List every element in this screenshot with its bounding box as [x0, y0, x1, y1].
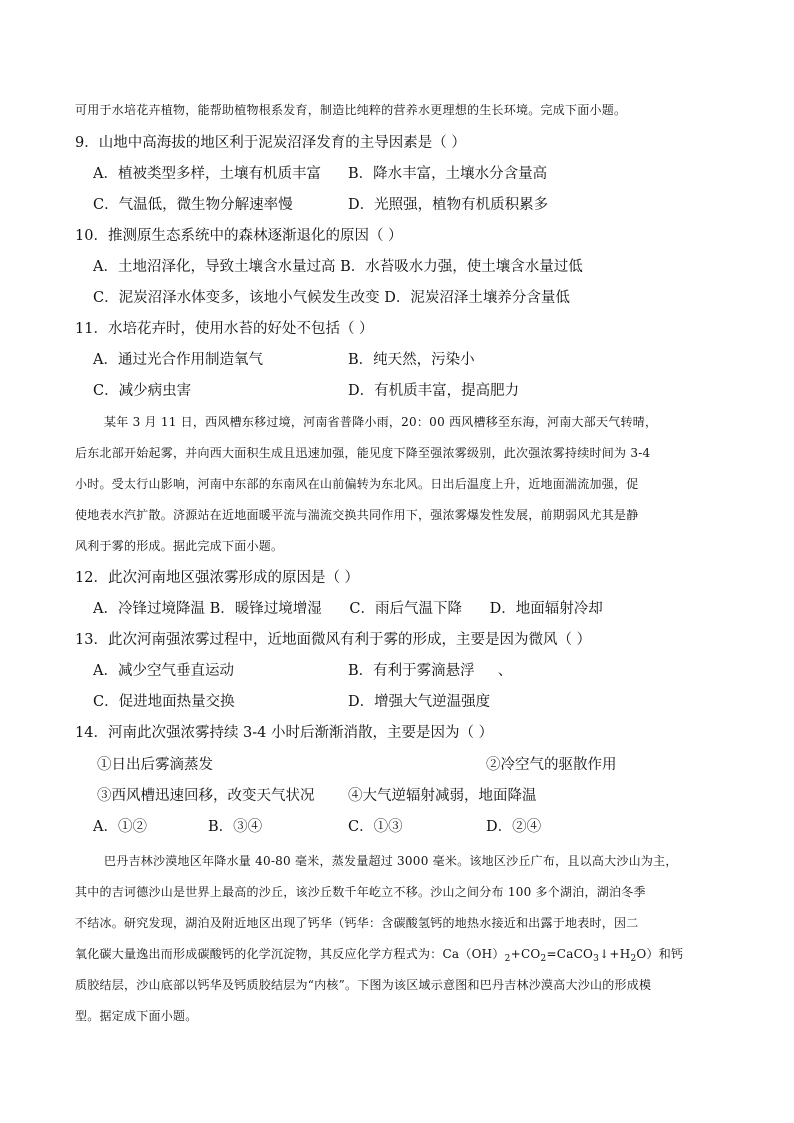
passage-2-line-5: 风利于雾的形成。据此完成下面小题。 — [75, 539, 284, 553]
question-13-option-b: B．有利于雾滴悬浮 、 — [348, 663, 513, 679]
question-14-option-c: C．①③ — [348, 819, 403, 835]
question-14-statement-1: ①日出后雾滴蒸发 — [97, 757, 213, 773]
formula-text-1: 氧化碳大量逸出而形成碳酸钙的化学沉淀物，其反应化学方程式为：Ca（OH） — [75, 947, 505, 961]
question-9-option-a: A．植被类型多样，土壤有机质丰富 — [93, 166, 321, 182]
question-14-stem: 14．河南此次强浓雾持续 3-4 小时后渐渐消散，主要是因为（ ） — [75, 725, 494, 741]
question-14-option-d: D．②④ — [486, 819, 542, 835]
passage-3-line-2: 其中的吉诃德沙山是世界上最高的沙丘，该沙丘数千年屹立不移。沙山之间分布 100 多个湖泊，湖泊冬季 — [75, 885, 646, 899]
question-11-option-c: C．减少病虫害 — [93, 383, 192, 399]
question-14-statement-3: ③西风槽迅速回移，改变天气状况 — [97, 788, 315, 804]
passage-1-tail: 可用于水培花卉植物，能帮助植物根系发育，制造比纯粹的营养水更理想的生长环境。完成下面小题。 — [75, 103, 627, 117]
question-12-stem: 12．此次河南地区强浓雾形成的原因是（ ） — [75, 570, 360, 586]
question-14-statement-2: ②冷空气的驱散作用 — [486, 757, 617, 773]
passage-3-line-6: 型。据定成下面小题。 — [75, 1009, 198, 1023]
question-11-option-b: B．纯天然，污染小 — [348, 352, 475, 368]
formula-sub-4: 2 — [630, 954, 637, 964]
formula-sub-3: 3 — [593, 954, 600, 964]
formula-sub-1: 2 — [504, 954, 511, 964]
question-13-option-d: D．增强大气逆温强度 — [348, 694, 491, 710]
question-9-option-b: B．降水丰富，土壤水分含量高 — [348, 166, 548, 182]
question-14-option-a: A．①② — [93, 819, 147, 835]
question-9-option-d: D．光照强，植物有机质积累多 — [348, 197, 549, 213]
question-10-options-cd: C．泥炭沼泽水体变多，该地小气候发生改变 D．泥炭沼泽土壤养分含量低 — [93, 290, 570, 306]
formula-sub-2: 2 — [540, 954, 547, 964]
question-14-statement-4: ④大气逆辐射减弱，地面降温 — [348, 788, 537, 804]
question-11-option-d: D．有机质丰富，提高肥力 — [348, 383, 520, 399]
passage-3-line-5: 质胶结层，沙山底部以钙华及钙质胶结层为“内核”。下图为该区域示意图和巴丹吉林沙漠高大沙山的形成模 — [75, 978, 652, 992]
question-13-option-c: C．促进地面热量交换 — [93, 694, 235, 710]
question-9-option-c: C．气温低，微生物分解速率慢 — [93, 197, 293, 213]
question-11-option-a: A．通过光合作用制造氧气 — [93, 352, 263, 368]
question-12-options: A．冷锋过境降温 B．暖锋过境增湿 C．雨后气温下降 D．地面辐射冷却 — [93, 601, 603, 617]
passage-2-line-1: 某年 3 月 11 日，西风槽东移过境，河南省普降小雨，20：00 西风槽移至东海，河南大部天气转晴， — [104, 415, 658, 429]
passage-3-line-3: 不结冰。研究发现，湖泊及附近地区出现了钙华（钙华：含碳酸氢钙的地热水接近和出露于地表时，因二 — [75, 916, 639, 930]
passage-3-line-1: 巴丹吉林沙漠地区年降水量 40-80 毫米，蒸发量超过 3000 毫米。该地区沙丘广布，且以高大沙山为主， — [104, 854, 678, 868]
question-9-stem: 9．山地中高海拔的地区利于泥炭沼泽发育的主导因素是（ ） — [75, 135, 466, 151]
question-13-option-a: A．减少空气垂直运动 — [93, 663, 234, 679]
question-10-options-ab: A．土地沼泽化，导致土壤含水量过高 B．水苔吸水力强，使土壤含水量过低 — [93, 259, 583, 275]
formula-text-4: ↓+H — [599, 947, 631, 961]
question-11-stem: 11．水培花卉时，使用水苔的好处不包括（ ） — [75, 321, 374, 337]
formula-text-3: =CaCO — [546, 947, 594, 961]
question-14-option-b: B．③④ — [208, 819, 263, 835]
passage-3-line-4 — [75, 948, 683, 964]
question-13-stem: 13．此次河南强浓雾过程中，近地面微风有利于雾的形成，主要是因为微风（ ） — [75, 632, 592, 648]
passage-2-line-2: 后东北部开始起雾，并向西大面积生成且迅速加强，能见度下降至强浓雾级别，此次强浓雾持续时间为 3-4 — [75, 446, 651, 460]
formula-text-2: +CO — [510, 947, 541, 961]
question-10-stem: 10．推测原生态系统中的森林逐渐退化的原因（ ） — [75, 228, 403, 244]
passage-2-line-4: 使地表水汽扩散。济源站在近地面暖平流与湍流交换共同作用下，强浓雾爆发性发展，前期弱风尤其是静 — [75, 508, 639, 522]
formula-text-5: O）和钙 — [636, 947, 684, 961]
passage-2-line-3: 小时。受太行山影响，河南中东部的东南风在山前偏转为东北风。日出后温度上升，近地面湍流加强，促 — [75, 477, 639, 491]
